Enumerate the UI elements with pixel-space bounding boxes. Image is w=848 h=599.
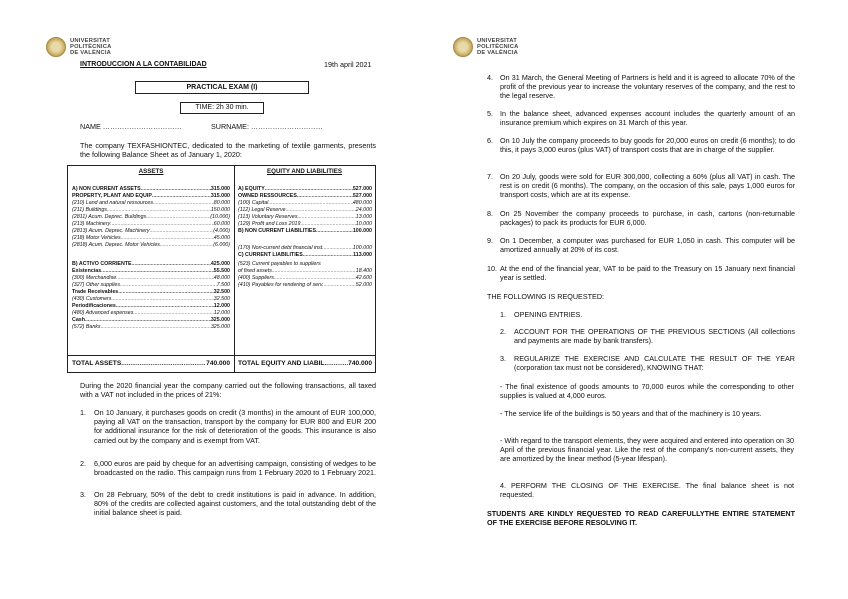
intro-text: The company TEXFASHIONTEC, dedicated to the marketing of textile garments, presents the following Balance Sheet as of January 1, 2020: [80,141,376,160]
balance-row-label: (170) Non-current debt financial inst. [238,245,324,251]
balance-row [72,317,230,324]
balance-row-label: (218) Motor Vehicles [72,235,121,241]
balance-row-label: (2811) Acum. Deprec. Buildings [72,214,147,220]
university-logo [453,37,519,57]
balance-row-value: 55.500 [213,268,230,274]
balance-row-label: C) CURRENT LIABILITIES [238,252,303,258]
balance-row [72,186,230,193]
seal-icon [46,37,66,57]
total-equity-row [238,361,372,368]
balance-row-label: (210) Land and natural ressources [72,200,153,206]
balance-row-value: 100.000 [352,245,372,251]
balance-row-label: (213) Machinery [72,221,111,227]
balance-row-value: 45.000 [213,235,230,241]
balance-row-value: 325.000 [210,324,230,330]
list-item-text: At the end of the financial year, VAT to be paid to the Treasury on 15 January next financial year is settled. [500,264,795,283]
balance-row [238,186,372,193]
balance-row-value: 527.000 [352,186,372,192]
list-item-text: ACCOUNT FOR THE OPERATIONS OF THE PREVIOUS SECTIONS (All collections and payments are made by bank transfers). [514,327,795,346]
logo-line: POLITÈCNICA [70,43,112,50]
balance-row [238,200,372,207]
list-item [487,109,795,127]
balance-row [72,261,230,268]
sub-point: - The final existence of goods amounts to 70,000 euros while the corresponding to other supplies is valued at 4,000 euros. [500,382,794,401]
balance-row-label: (327) Other supplies [72,282,120,288]
request-4: 4. PERFORM THE CLOSING OF THE EXERCISE. The final balance sheet is not requested. [500,481,794,500]
sub-point: - With regard to the transport elements, they were acquired and entered into operation on 30 April of the previous financial year. Like the rest of the company's non-current assets, they are amortized by the linear method (5-year lifespan). [500,436,794,464]
balance-row-label: B) ACTIVO CORRIENTE [72,261,132,267]
balance-row-value: (4.000) [213,228,230,234]
list-item-number: 1. [80,408,86,417]
logo-line: DE VALÈNCIA [477,50,519,57]
footer-note: STUDENTS ARE KINDLY REQUESTED TO READ CAREFULLYTHE ENTIRE STATEMENT OF THE EXERCISE BEFORE RESOLVING IT. [487,509,795,528]
total-assets-value: 740.000 [206,360,230,367]
balance-row-value: 60.000 [213,221,230,227]
requested-heading: THE FOLLOWING IS REQUESTED: [487,292,605,301]
balance-row-label: (2818) Acum. Deprec. Motor Vehicles [72,242,160,248]
balance-row-label: (300) Merchandise [72,275,117,281]
list-item-text: OPENING ENTRIES. [514,310,583,319]
balance-row-value: 42.600 [355,275,372,281]
balance-row [72,214,230,221]
balance-row-value: 480.000 [352,200,372,206]
list-item [487,236,795,254]
balance-row-label: A) EQUITY [238,186,265,192]
list-item-number: 3. [500,354,506,363]
total-equity-value: 740.000 [348,360,372,367]
balance-row-value: 150.000 [210,207,230,213]
balance-row [72,221,230,228]
list-item [487,209,795,227]
list-item-text: On 10 January, it purchases goods on credit (3 months) in the amount of EUR 100,000, paying all VAT on the transaction, transport by the company for EUR 800 and EUR 200 for additional insurance for the risk of deterioration of the goods. This insurance is also carried out by the company and is exempt from VAT. [94,408,376,445]
balance-row [238,228,372,235]
list-item-text: On 31 March, the General Meeting of Partners is held and it is agreed to allocate 70% of the profit of the previous year to increase the voluntary reserves of the company, and the rest to the legal reserve. [500,73,795,101]
balance-row-label: (113) Voluntary Reserves [238,214,298,220]
balance-row [72,303,230,310]
balance-row-value: 12.000 [213,303,230,309]
balance-row-value: 527.000 [352,193,372,199]
balance-row-label: Cash [72,317,85,323]
balance-row [238,245,372,252]
balance-row-label: (100) Capital [238,200,269,206]
list-item-number: 1. [500,310,506,319]
list-item-number: 2. [80,459,86,468]
right-page [424,0,848,599]
list-item [487,136,795,154]
university-logo [46,37,112,57]
balance-row-label: A) NON CURRENT ASSETS [72,186,141,192]
balance-row [238,282,372,289]
during-text: During the 2020 financial year the company carried out the following transactions, all taxed with a VAT not included in the prices of 21%: [80,381,376,400]
name-field: NAME …………………………… [80,122,182,131]
balance-row [238,275,372,282]
balance-row-label: B) NON CURRENT LIABILITIES [238,228,316,234]
assets-column [68,166,235,372]
list-item-number: 6. [487,136,493,145]
balance-row-label: (430) Customers [72,296,112,302]
list-item [80,490,376,518]
assets-heading: ASSETS [138,168,164,175]
balance-row-value: 315.000 [210,193,230,199]
balance-row-value: 48.000 [213,275,230,281]
balance-row-label: (129) Profit and Loss 2019 [238,221,301,227]
balance-row-label: (410) Payables for rendering of serv. [238,282,324,288]
balance-row-value: (10.000) [210,214,230,220]
sub-point: - The service life of the buildings is 50 years and that of the machinery is 10 years. [500,409,762,418]
list-item [487,172,795,200]
list-item-text: 6,000 euros are paid by cheque for an advertising campaign, consisting of wedges to be broadcasted on the radio. This campaign runs from 1 February 2020 to 1 February 2021. [94,459,376,478]
balance-row-value: 315.000 [210,186,230,192]
balance-row-value: 12.000 [213,310,230,316]
list-item-number: 5. [487,109,493,118]
balance-row [72,275,230,282]
list-item [487,73,795,101]
balance-sheet [67,165,376,373]
balance-row [238,207,372,214]
balance-row [72,289,230,296]
list-item-number: 2. [500,327,506,336]
list-item-number: 8. [487,209,493,218]
balance-row-label: PROPERTY, PLANT AND EQUIP [72,193,152,199]
balance-row-value: 100.000 [352,228,372,234]
surname-field: SURNAME: ………………………… [211,122,323,131]
list-item-text: REGULARIZE THE EXERCISE AND CALCULATE THE RESULT OF THE YEAR (corporation tax must not be considered), KNOWING THAT: [514,354,795,373]
balance-row [238,261,372,268]
balance-row-label: (523) Current payables to suppliers [238,261,321,267]
balance-row [72,207,230,214]
balance-row [72,193,230,200]
balance-row [72,235,230,242]
list-item-number: 4. [487,73,493,82]
list-item-number: 9. [487,236,493,245]
balance-row [72,310,230,317]
list-item-text: In the balance sheet, advanced expenses account includes the quarterly amount of an insurance premium which expires on 31 March of this year. [500,109,795,128]
equity-column [234,166,375,372]
balance-row-value: 113.000 [353,252,372,258]
total-assets-row [72,361,230,368]
balance-row-value: 425.000 [210,261,230,267]
balance-row [238,221,372,228]
balance-row-label: Periodificaciones [72,303,116,309]
balance-row [72,296,230,303]
total-assets-label: TOTAL ASSETS [72,360,122,367]
balance-row-label: OWNED RESSOURCES [238,193,297,199]
balance-row-value: 18.400 [355,268,372,274]
course-title: INTRODUCCION A LA CONTABILIDAD [80,61,207,68]
list-item [80,459,376,477]
list-item-number: 10. [487,264,497,273]
balance-row [72,242,230,249]
balance-row-value: 10.000 [355,221,372,227]
balance-row-value: 52.000 [355,282,372,288]
balance-row-value: 32.500 [213,289,230,295]
balance-row-label: (112) Legal Reserve [238,207,286,213]
balance-row-value: 7.500 [216,282,230,288]
balance-row [238,252,372,259]
balance-row-label: (211) Buildings [72,207,107,213]
balance-row [72,200,230,207]
equity-heading: EQUITY AND LIABILITIES [267,168,342,175]
balance-row-label: Existencias [72,268,102,274]
list-item-text: On 20 July, goods were sold for EUR 300,000, collecting a 60% (plus all VAT) in cash. The rest is on credit (6 months). The company, on the occasion of this sale, pays 1,000 euros for transport costs, which are at its expense. [500,172,795,200]
logo-line: POLITÈCNICA [477,43,519,50]
exam-time: TIME: 2h 30 min. [180,102,264,114]
totals-divider [68,355,375,356]
exam-title: PRACTICAL EXAM (I) [135,81,309,94]
balance-row [72,228,230,235]
list-item-text: On 25 November the company proceeds to purchase, in cash, cartons (non-returnable packages) to pack its products for EUR 6,000. [500,209,795,228]
list-item [500,354,795,372]
logo-line: UNIVERSITAT [477,37,517,44]
list-item [80,408,376,445]
exam-date: 19th april 2021 [324,60,372,69]
list-item-number: 3. [80,490,86,499]
balance-row-label: Trade Receivables [72,289,119,295]
balance-row [238,214,372,221]
balance-row-value: (6.000) [213,242,230,248]
list-item-text: On 10 July the company proceeds to buy goods for 20,000 euros on credit (6 months); to do this, it pays 3,000 euros (plus VAT) of transport costs that are in charge of the supplier. [500,136,795,155]
total-equity-label: TOTAL EQUITY AND LIABIL. [238,360,327,367]
balance-row [238,193,372,200]
balance-row [72,282,230,289]
seal-icon [453,37,473,57]
balance-row-label: (2813) Acum. Deprec. Machinery [72,228,150,234]
balance-row-label: (572) Banks [72,324,101,330]
list-item-number: 7. [487,172,493,181]
list-item [500,310,795,319]
balance-row [72,268,230,275]
balance-row-value: 325.000 [210,317,230,323]
list-item-text: On 28 February, 50% of the debt to credit institutions is paid in advance. In addition, 80% of the credits are collected against customers, and the total outstanding debt of the initial balance sheet is paid. [94,490,376,518]
list-item [500,327,795,345]
logo-line: DE VALÈNCIA [70,50,112,57]
balance-row [72,324,230,331]
logo-line: UNIVERSITAT [70,37,110,44]
balance-row-value: 80.000 [213,200,230,206]
balance-row-label: (400) Suppliers [238,275,274,281]
balance-row-label: of fixed assets [238,268,272,274]
balance-row [238,268,372,275]
list-item-text: On 1 December, a computer was purchased for EUR 1,050 in cash. This computer will be amortized annually at 20% of its cost. [500,236,795,255]
balance-row-value: 24.000 [355,207,372,213]
balance-row-value: 13.000 [355,214,372,220]
balance-row-label: (480) Advanced expenses [72,310,134,316]
list-item [487,264,795,282]
balance-row-value: 32.500 [213,296,230,302]
